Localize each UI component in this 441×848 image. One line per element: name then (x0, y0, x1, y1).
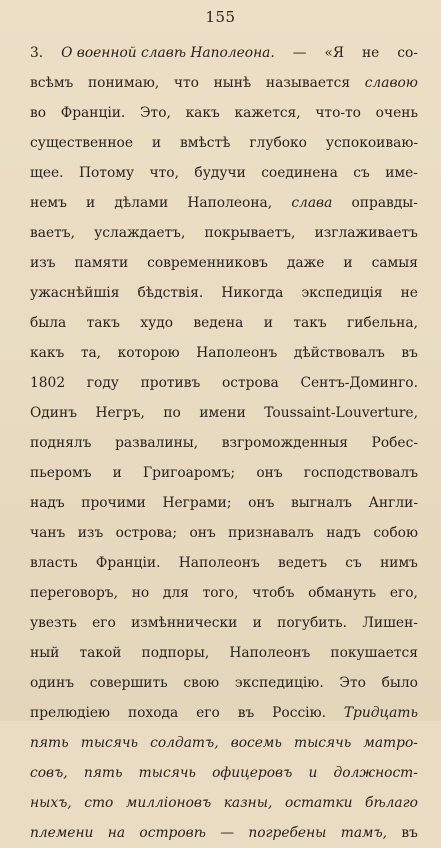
text-line (30, 398, 418, 428)
word: ужаснѣйшія (30, 285, 120, 301)
word: экспедиція (301, 285, 383, 301)
word: ныхъ, (30, 795, 72, 811)
word: должност- (333, 765, 418, 781)
word: худо (140, 315, 173, 331)
word: Наполеона, (187, 195, 273, 211)
word: тысячь (138, 765, 196, 781)
text-line (30, 578, 418, 608)
text-line (30, 38, 418, 68)
word: дѣлами (114, 195, 169, 211)
text-line (30, 518, 418, 548)
text-line (30, 818, 418, 848)
word: и (252, 615, 262, 631)
word: и (151, 135, 162, 151)
word: Неграми; (162, 495, 232, 511)
text-line (30, 698, 418, 728)
word: тысячь (293, 735, 352, 751)
word: власть (30, 555, 78, 571)
word: и (86, 195, 96, 211)
word: кажется, (234, 105, 301, 121)
word: острова; (115, 525, 178, 541)
word: ведетъ (278, 555, 328, 571)
word: но (131, 585, 150, 601)
word: его (196, 705, 220, 721)
word: бѣдствія. (137, 285, 204, 301)
word: совершить (89, 675, 168, 691)
word: — (292, 45, 307, 61)
word: обмануть (308, 585, 377, 601)
word: и (263, 315, 273, 331)
word: не (400, 285, 418, 301)
word: немъ (30, 195, 67, 211)
word: совъ, (30, 765, 68, 781)
word: противъ (140, 375, 201, 391)
word: пять (83, 765, 123, 781)
page-number: 155 (205, 8, 236, 26)
word: дѣйствовалъ (293, 345, 385, 361)
word: Это, (140, 105, 171, 121)
word: будучи (194, 165, 246, 181)
text-line (30, 308, 418, 338)
word: что (173, 75, 199, 91)
word: Потому (78, 165, 135, 181)
word: такъ (86, 315, 120, 331)
word: свою (183, 675, 220, 691)
word: такой (79, 645, 122, 661)
word: со- (397, 45, 418, 61)
word: переговоръ, (30, 585, 118, 601)
text-line (30, 68, 418, 98)
word: бѣлаго (365, 795, 418, 811)
word: островѣ (139, 825, 206, 841)
word: одинъ (30, 675, 74, 691)
word: глубоко (249, 135, 307, 151)
word: услаждаетъ, (94, 225, 186, 241)
word: вмѣстѣ (179, 135, 231, 151)
text-line (30, 98, 418, 128)
word: надъ (30, 495, 65, 511)
word: не (361, 45, 380, 61)
word: его (92, 615, 116, 631)
word: изъ (30, 255, 56, 271)
word: такъ (293, 315, 327, 331)
word: «Я (324, 45, 345, 61)
word: та, (80, 345, 102, 361)
word: прочими (81, 495, 146, 511)
word: ведена (193, 315, 244, 331)
word: Одинъ (30, 405, 77, 421)
word: памяти (74, 255, 129, 271)
word: Тридцать (343, 705, 418, 721)
word: пьеромъ (30, 465, 92, 481)
word: гибельна, (346, 315, 418, 331)
word: и (308, 765, 318, 781)
text-line (30, 278, 418, 308)
word: взгроможденныя (221, 435, 348, 451)
word: соединена (261, 165, 338, 181)
word: съ (353, 165, 370, 181)
word: изъ (77, 525, 104, 541)
word: Робес- (371, 435, 418, 451)
word: пять (30, 735, 69, 751)
text-line (30, 338, 418, 368)
text-line (30, 788, 418, 818)
word: Франціи. (95, 555, 161, 571)
word: 3. (30, 45, 44, 61)
word: его, (389, 585, 418, 601)
word: сто (84, 795, 114, 811)
text-line (30, 548, 418, 578)
word: ваетъ, (30, 225, 75, 241)
text-line (30, 638, 418, 668)
word: во (30, 105, 47, 121)
word: собою (373, 525, 418, 541)
word: Наполеонъ (196, 345, 278, 361)
word: очень (375, 105, 418, 121)
word: господствовалъ (303, 465, 418, 481)
word: по (163, 405, 181, 421)
word: было (381, 675, 418, 691)
word: онъ (189, 525, 216, 541)
word: Григоаромъ; (142, 465, 236, 481)
word: Франціи. (60, 105, 126, 121)
text-line (30, 488, 418, 518)
word: Никогда (221, 285, 284, 301)
text-block (30, 38, 418, 848)
text-line (30, 608, 418, 638)
word: Наполеонъ (229, 645, 311, 661)
word: Негръ, (95, 405, 145, 421)
word: восемь (230, 735, 282, 751)
word: изглаживаетъ (314, 225, 418, 241)
word: называется (265, 75, 351, 91)
text-line (30, 368, 418, 398)
word: Это (339, 675, 366, 691)
word: которою (117, 345, 180, 361)
word: чанъ (30, 525, 66, 541)
word: Лишен- (362, 615, 418, 631)
word: современниковъ (147, 255, 268, 271)
word: похода (127, 705, 179, 721)
text-line (30, 758, 418, 788)
word: была (30, 315, 67, 331)
text-line (30, 668, 418, 698)
word: ный (30, 645, 60, 661)
word: увезть (30, 615, 77, 631)
word: какъ (30, 345, 65, 361)
word: развалины, (115, 435, 199, 451)
word: Россію. (272, 705, 326, 721)
word: поднялъ (30, 435, 92, 451)
text-line (30, 188, 418, 218)
word: погребены (248, 825, 327, 841)
word: матро- (363, 735, 418, 751)
word: въ (401, 825, 418, 841)
word: острова (221, 375, 279, 391)
word: въ (401, 345, 418, 361)
word: измѣннически (131, 615, 238, 631)
word: О военной славѣ Наполеона. (61, 45, 275, 61)
word: году (86, 375, 119, 391)
word: въ (237, 705, 255, 721)
word: всѣмъ (30, 75, 74, 91)
word: нимъ (380, 555, 418, 571)
word: успокоиваю- (325, 135, 418, 151)
word: что, (149, 165, 179, 181)
word: 1802 (30, 375, 66, 391)
word: подпоры, (141, 645, 210, 661)
word: — (220, 825, 234, 841)
word: Сентъ-Доминго. (300, 375, 418, 391)
word: онъ (256, 465, 283, 481)
word: имени (199, 405, 246, 421)
word: понимаю, (87, 75, 160, 91)
word: нынѣ (213, 75, 252, 91)
word: выгналъ (290, 495, 352, 511)
word: погубить. (277, 615, 348, 631)
word: съ (345, 555, 362, 571)
word: Toussaint-Louverture, (264, 405, 418, 421)
word: чтобъ (252, 585, 295, 601)
word: что-то (315, 105, 361, 121)
word: и (343, 255, 353, 271)
word: надъ (326, 525, 361, 541)
word: Англи- (368, 495, 418, 511)
word: какъ (185, 105, 220, 121)
text-line (30, 248, 418, 278)
word: славою (364, 75, 418, 91)
word: тамъ, (340, 825, 388, 841)
word: экспедицію. (234, 675, 324, 691)
word: и (112, 465, 122, 481)
text-line (30, 728, 418, 758)
word: име- (385, 165, 418, 181)
word: на (107, 825, 126, 841)
word: для (162, 585, 189, 601)
text-line (30, 128, 418, 158)
word: солдатъ, (150, 735, 219, 751)
text-line (30, 458, 418, 488)
word: даже (286, 255, 325, 271)
word: остатки (284, 795, 353, 811)
word: того, (202, 585, 239, 601)
word: онъ (248, 495, 275, 511)
word: признавалъ (228, 525, 314, 541)
word: щее. (30, 165, 64, 181)
word: прелюдіею (30, 705, 111, 721)
text-line (30, 158, 418, 188)
text-line (30, 218, 418, 248)
word: покрываетъ, (204, 225, 296, 241)
word: существенное (30, 135, 133, 151)
word: слава (291, 195, 333, 211)
word: оправды- (351, 195, 418, 211)
word: тысячь (80, 735, 139, 751)
word: милліоновъ (125, 795, 212, 811)
word: покушается (330, 645, 418, 661)
word: племени (30, 825, 94, 841)
word: Наполеонъ (178, 555, 260, 571)
text-line (30, 428, 418, 458)
word: самыя (371, 255, 418, 271)
word: офицеровъ (212, 765, 293, 781)
word: казны, (223, 795, 273, 811)
